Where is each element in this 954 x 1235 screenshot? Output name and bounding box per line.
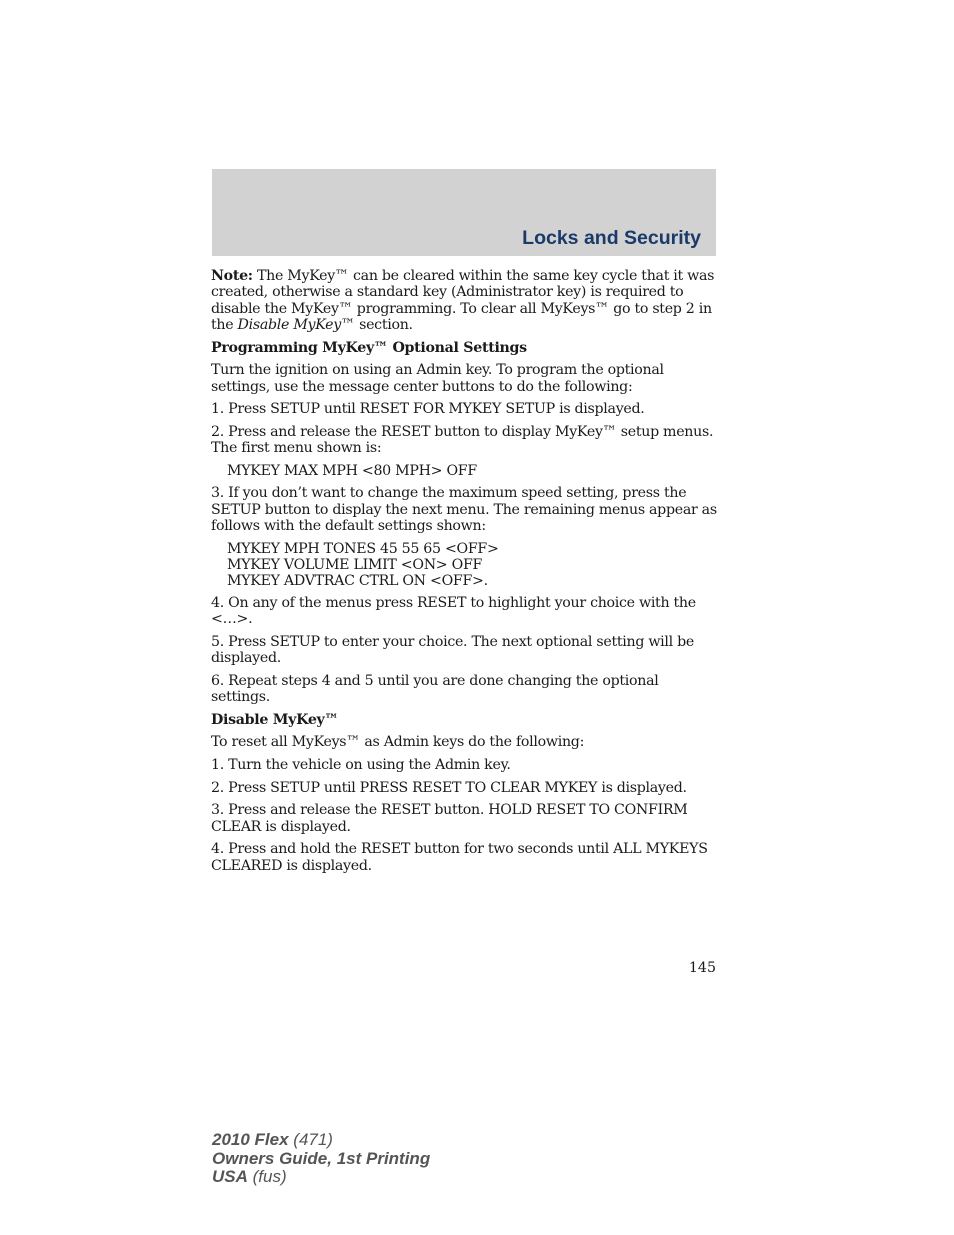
menu-first: MYKEY MAX MPH <80 MPH> OFF: [227, 462, 477, 479]
footer-line-3: [212, 1168, 430, 1187]
programming-step-3: 3. If you don’t want to change the maximum speed setting, press the SETUP button to display the next menu. The remaining menus appear as follows with the default settings shown:: [211, 485, 717, 535]
page-number: 145: [688, 960, 716, 976]
menu-list: [211, 541, 721, 589]
note-text-2: section.: [354, 317, 413, 334]
footer-market: USA: [212, 1167, 248, 1186]
footer-line-2: [212, 1150, 430, 1169]
footer-model-code: (471): [288, 1130, 333, 1149]
disable-step-3: 3. Press and release the RESET button. HOLD RESET TO CONFIRM CLEAR is displayed.: [211, 802, 688, 835]
disable-step-2: 2. Press SETUP until PRESS RESET TO CLEAR MYKEY is displayed.: [211, 779, 687, 796]
programming-step-4: 4. On any of the menus press RESET to highlight your choice with the <…>.: [211, 595, 696, 628]
note-label: Note:: [211, 268, 253, 284]
programming-step-1: 1. Press SETUP until RESET FOR MYKEY SETUP is displayed.: [211, 401, 645, 418]
section-title: Locks and Security: [522, 227, 701, 249]
programming-intro: Turn the ignition on using an Admin key. To program the optional settings, use the message center buttons to do the following:: [211, 362, 664, 395]
menu-item: MYKEY MPH TONES 45 55 65 <OFF>: [227, 540, 499, 557]
disable-step-4: 4. Press and hold the RESET button for two seconds until ALL MYKEYS CLEARED is displayed.: [211, 841, 708, 874]
disable-step-1: 1. Turn the vehicle on using the Admin key.: [211, 757, 511, 773]
page-body: [211, 268, 721, 880]
section-header-band: [212, 169, 716, 256]
disable-heading: Disable MyKey™: [211, 712, 339, 728]
programming-step-5: 5. Press SETUP to enter your choice. The next optional setting will be displayed.: [211, 634, 694, 667]
note-paragraph: [211, 268, 721, 334]
menu-item: MYKEY ADVTRAC CTRL ON <OFF>.: [227, 572, 488, 589]
disable-intro: To reset all MyKeys™ as Admin keys do the following:: [211, 734, 585, 751]
note-italic-ref: Disable MyKey™: [237, 317, 355, 334]
footer-market-code: (fus): [247, 1167, 287, 1186]
programming-step-6: 6. Repeat steps 4 and 5 until you are done changing the optional settings.: [211, 673, 659, 706]
footer-line-1: [212, 1131, 430, 1150]
footer-guide: Owners Guide, 1st Printing: [212, 1148, 431, 1168]
programming-heading: Programming MyKey™ Optional Settings: [211, 339, 527, 356]
note-text-1: The MyKey™ can be cleared within the same key cycle that it was created, otherwise a standard key (Administrator key) is required to disable the MyKey™ programming. To clear all MyKeys™ go to step 2 in the: [211, 268, 715, 334]
programming-step-2: 2. Press and release the RESET button to display MyKey™ setup menus. The first menu shown is:: [211, 423, 714, 457]
footer-model: 2010 Flex: [212, 1130, 289, 1149]
footer-imprint: [212, 1131, 430, 1187]
menu-item: MYKEY VOLUME LIMIT <ON> OFF: [227, 556, 483, 573]
